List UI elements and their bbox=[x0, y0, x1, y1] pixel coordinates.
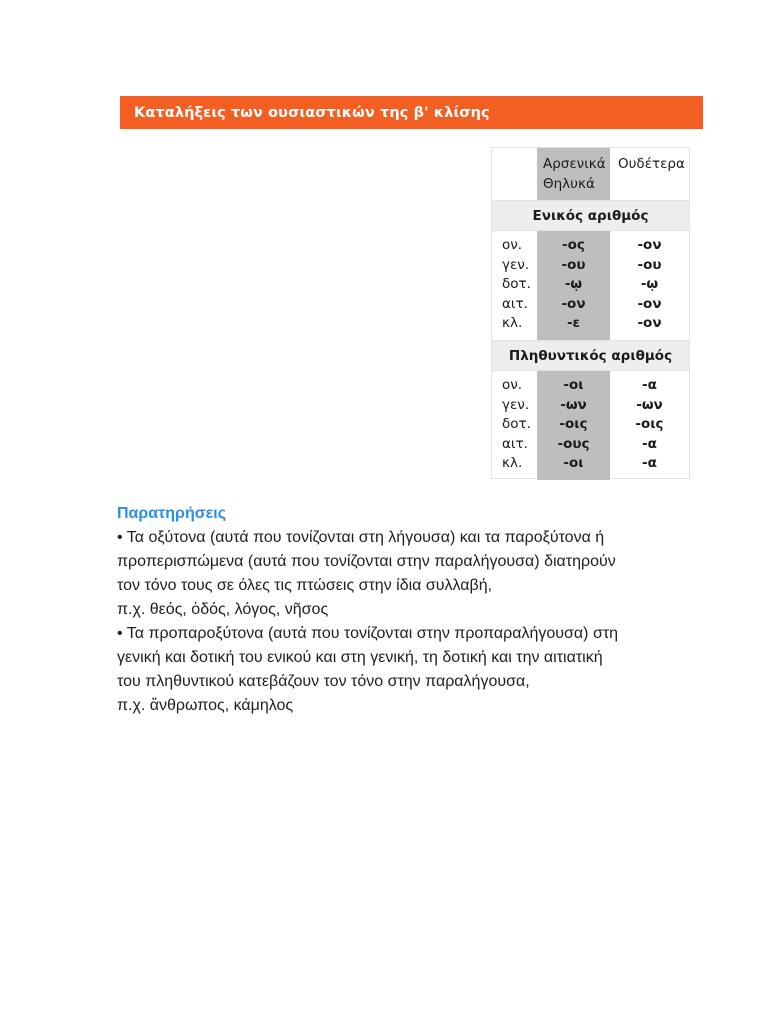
plural-masc-fem-endings: -οι -ων -οις -ους -οι bbox=[537, 371, 610, 480]
table-header-row bbox=[492, 148, 689, 200]
observation-line: γενική και δοτική του ενικού και στη γενική, τη δοτική και την αιτιατική bbox=[117, 649, 603, 666]
singular-cases: ον. γεν. δοτ. αιτ. κλ. bbox=[502, 237, 531, 331]
observation-line: τον τόνο τους σε όλες τις πτώσεις στην ίδια συλλαβή, bbox=[117, 577, 493, 594]
plural-rows bbox=[492, 371, 689, 480]
header-masc-fem: Αρσενικά Θηλυκά bbox=[537, 148, 610, 200]
plural-neuter-endings: -α -ων -οις -α -α bbox=[635, 377, 664, 471]
singular-section-label: Ενικός αριθμός bbox=[492, 200, 689, 231]
observation-line: προπερισπώμενα (αυτά που τονίζονται στην παραλήγουσα) διατηρούν bbox=[117, 553, 616, 570]
observations bbox=[117, 502, 677, 718]
section-banner bbox=[120, 96, 703, 129]
observation-example: π.χ. ἄνθρωπος, κάμηλος bbox=[117, 697, 294, 714]
declension-table bbox=[491, 147, 690, 479]
singular-neuter-endings: -ον -ου -ῳ -ον -ον bbox=[637, 237, 662, 331]
observation-line: • Τα προπαροξύτονα (αυτά που τονίζονται στην προπαραλήγουσα) στη bbox=[117, 625, 619, 642]
singular-rows bbox=[492, 231, 689, 340]
banner-title: Καταλήξεις των ουσιαστικών της β' κλίσης bbox=[134, 104, 490, 121]
observation-line: • Τα οξύτονα (αυτά που τονίζονται στη λήγουσα) και τα παροξύτονα ή bbox=[117, 529, 605, 546]
plural-section-label: Πληθυντικός αριθμός bbox=[492, 340, 689, 371]
observation-line: του πληθυντικού κατεβάζουν τον τόνο στην παραλήγουσα, bbox=[117, 673, 530, 690]
singular-masc-fem-endings: -ος -ου -ῳ -ον -ε bbox=[537, 231, 610, 340]
observation-example: π.χ. θεός, ὁδός, λόγος, νῆσος bbox=[117, 601, 329, 618]
plural-cases: ον. γεν. δοτ. αιτ. κλ. bbox=[502, 377, 531, 471]
header-neuter: Ουδέτερα bbox=[618, 156, 685, 172]
observations-title: Παρατηρήσεις bbox=[117, 505, 227, 522]
